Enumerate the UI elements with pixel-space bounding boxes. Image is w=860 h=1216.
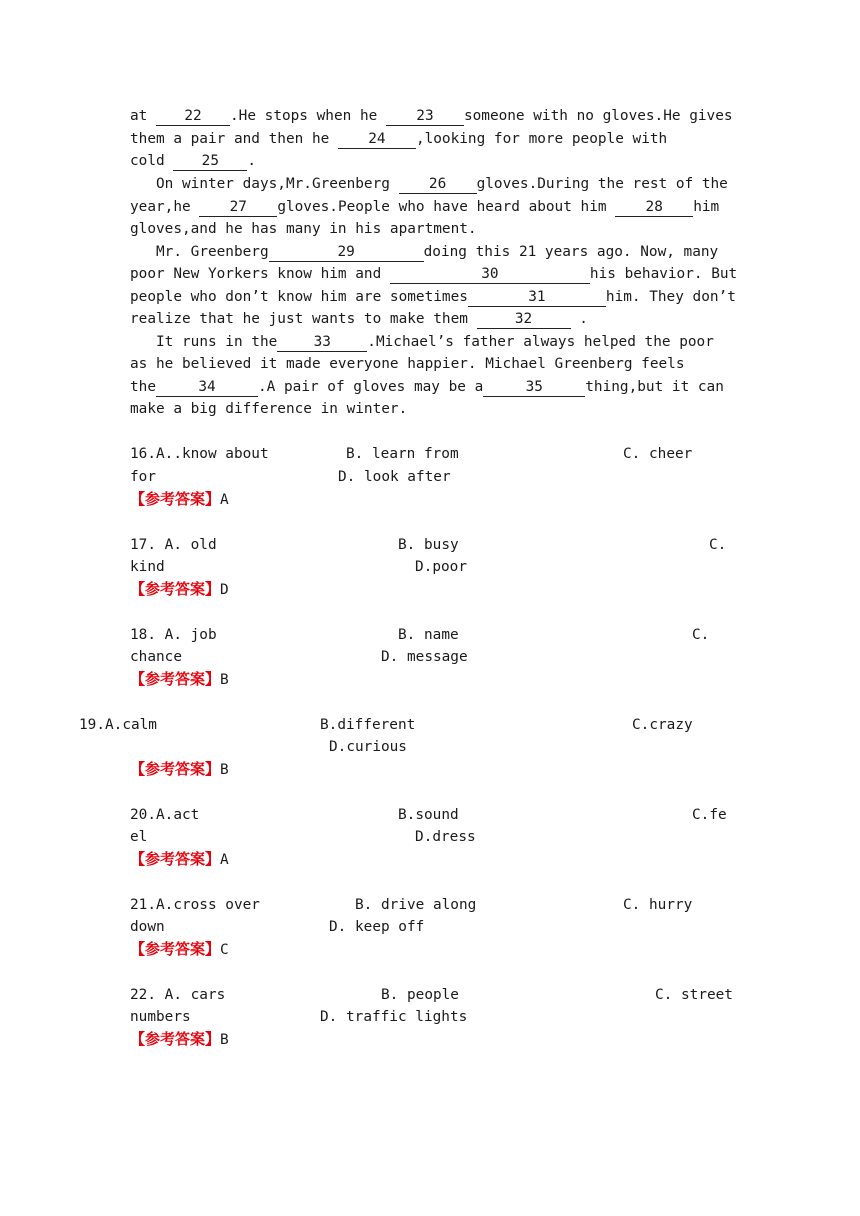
q18-option-a: 18. A. job: [130, 627, 217, 643]
q21-option-b: B. drive along: [355, 897, 477, 913]
q22-option-b: B. people: [381, 987, 459, 1003]
passage-line: the 34 .A pair of gloves may be a 35 thing,but it can: [130, 379, 724, 395]
passage-line: at 22 .He stops when he 23 someone with no gloves.He gives: [130, 108, 733, 124]
q20-answer: 【参考答案】A: [130, 850, 229, 868]
passage-line: them a pair and then he 24 ,looking for more people with: [130, 131, 668, 147]
blank-23: 23: [386, 107, 464, 126]
q21-answer: 【参考答案】C: [130, 940, 229, 958]
q21-option-c-cont: down: [130, 919, 165, 935]
q19-option-b: B.different: [320, 717, 416, 733]
q17-option-d: D.poor: [415, 559, 467, 575]
q20-option-b: B.sound: [398, 807, 459, 823]
q22-option-c: C. street: [655, 987, 733, 1003]
passage-line: gloves,and he has many in his apartment.: [130, 221, 477, 237]
blank-34: 34: [156, 378, 258, 397]
q20-option-c-cont: el: [130, 829, 148, 845]
blank-28: 28: [615, 198, 693, 217]
q17-option-c: C.: [709, 537, 727, 553]
q19-option-c: C.crazy: [632, 717, 693, 733]
q18-answer: 【参考答案】B: [130, 670, 229, 688]
q16-option-b: B. learn from: [346, 446, 459, 462]
q17-option-a: 17. A. old: [130, 537, 217, 553]
passage-line: people who don’t know him are sometimes 31 him. They don’t: [130, 289, 736, 305]
passage-line: realize that he just wants to make them 32 .: [130, 311, 588, 327]
passage-line: make a big difference in winter.: [130, 401, 408, 417]
blank-35: 35: [483, 378, 585, 397]
q22-option-d: D. traffic lights: [320, 1009, 468, 1025]
q17-option-b: B. busy: [398, 537, 459, 553]
passage-line: as he believed it made everyone happier. Michael Greenberg feels: [130, 356, 685, 372]
q18-option-b: B. name: [398, 627, 459, 643]
blank-25: 25: [173, 152, 247, 171]
blank-26: 26: [399, 175, 477, 194]
q20-option-c: C.fe: [692, 807, 727, 823]
blank-27: 27: [199, 198, 277, 217]
blank-22: 22: [156, 107, 230, 126]
q21-option-d: D. keep off: [329, 919, 425, 935]
q16-option-a: 16.A..know about: [130, 446, 269, 462]
q21-option-c: C. hurry: [623, 897, 693, 913]
passage-line: poor New Yorkers know him and 30 his behavior. But: [130, 266, 738, 282]
blank-29: 29: [269, 243, 424, 262]
q22-option-a: 22. A. cars: [130, 987, 226, 1003]
blank-30: 30: [390, 265, 590, 284]
passage-line: Mr. Greenberg 29 doing this 21 years ago. Now, many: [156, 244, 719, 260]
blank-31: 31: [468, 288, 606, 307]
q22-answer: 【参考答案】B: [130, 1030, 229, 1048]
q22-option-c-cont: numbers: [130, 1009, 191, 1025]
passage-line: It runs in the 33 .Michael’s father always helped the poor: [156, 334, 714, 350]
q16-answer: 【参考答案】A: [130, 490, 229, 508]
q19-answer: 【参考答案】B: [130, 760, 229, 778]
q21-option-a: 21.A.cross over: [130, 897, 260, 913]
blank-32: 32: [477, 310, 571, 329]
q17-option-c-cont: kind: [130, 559, 165, 575]
q16-option-c-cont: for: [130, 469, 156, 485]
blank-24: 24: [338, 130, 416, 149]
q19-option-d: D.curious: [329, 739, 407, 755]
q20-option-a: 20.A.act: [130, 807, 200, 823]
passage-line: cold 25 .: [130, 153, 256, 169]
q16-option-d: D. look after: [338, 469, 451, 485]
q20-option-d: D.dress: [415, 829, 476, 845]
q16-option-c: C. cheer: [623, 446, 693, 462]
q18-option-c: C.: [692, 627, 710, 643]
q18-option-d: D. message: [381, 649, 468, 665]
q18-option-c-cont: chance: [130, 649, 182, 665]
passage-line: On winter days,Mr.Greenberg 26 gloves.During the rest of the: [156, 176, 728, 192]
q19-option-a: 19.A.calm: [79, 717, 157, 733]
passage-line: year,he 27 gloves.People who have heard about him 28 him: [130, 199, 720, 215]
q17-answer: 【参考答案】D: [130, 580, 229, 598]
blank-33: 33: [277, 333, 367, 352]
